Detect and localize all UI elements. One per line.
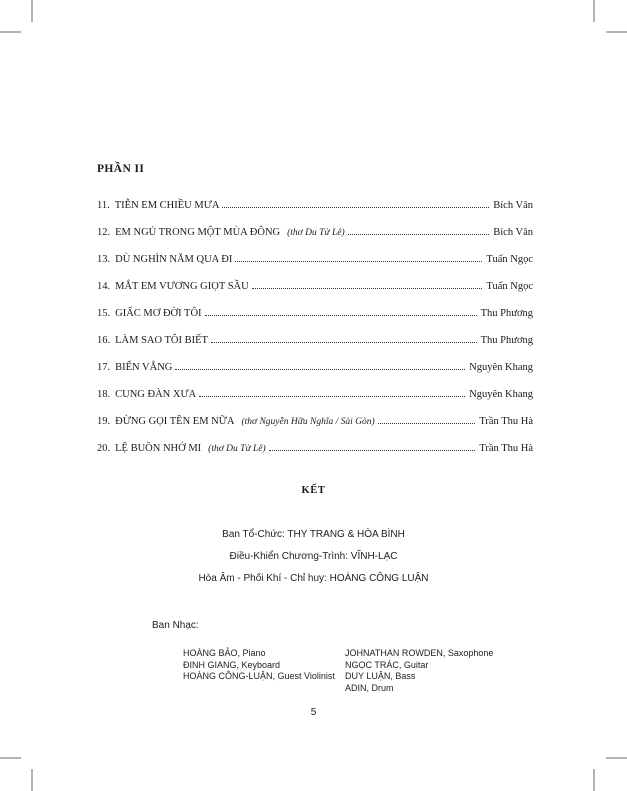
- crop-mark: [593, 0, 595, 22]
- dot-leader: [205, 306, 477, 316]
- song-number: 20.: [97, 443, 111, 454]
- song-title: TIỄN EM CHIỀU MƯA: [114, 200, 220, 211]
- performer-name: Tuấn Ngọc: [486, 281, 533, 292]
- closing-title: KẾT: [301, 485, 326, 496]
- dot-leader: [252, 279, 483, 289]
- song-title: LÀM SAO TÔI BIẾT: [115, 335, 208, 346]
- page-number: 5: [310, 707, 317, 718]
- song-row: [97, 198, 533, 210]
- performer-name: Bích Vân: [493, 227, 533, 238]
- band-member: DUY LUẬN, Bass: [345, 671, 416, 681]
- performer-name: Thu Phương: [480, 335, 533, 346]
- crop-mark: [606, 757, 627, 759]
- song-title: ĐỪNG GỌI TÊN EM NỮA: [115, 416, 235, 427]
- performer-name: Tuấn Ngọc: [486, 254, 533, 265]
- band-member: NGỌC TRÁC, Guitar: [345, 659, 429, 670]
- song-row: [97, 441, 533, 453]
- song-row: [97, 225, 533, 237]
- song-row: [97, 387, 533, 399]
- performer-name: Trần Thu Hà: [479, 443, 533, 454]
- band-member: ĐINH GIANG, Keyboard: [183, 659, 281, 670]
- song-number: 17.: [97, 362, 111, 373]
- band-label: Ban Nhạc:: [152, 620, 199, 631]
- performer-name: Thu Phương: [480, 308, 533, 319]
- performer-name: Trần Thu Hà: [479, 416, 533, 427]
- dot-leader: [222, 198, 489, 208]
- dot-leader: [199, 387, 465, 397]
- crop-mark: [593, 769, 595, 791]
- performer-name: Nguyên Khang: [469, 389, 533, 400]
- song-title: EM NGỦ TRONG MỘT MÙA ĐÔNG: [115, 227, 281, 238]
- dot-leader: [269, 441, 476, 451]
- song-row: [97, 333, 533, 345]
- song-note: (thơ Du Tử Lê): [287, 228, 345, 238]
- song-row: [97, 360, 533, 372]
- song-number: 15.: [97, 308, 111, 319]
- song-title: CUNG ĐÀN XƯA: [115, 389, 197, 400]
- crop-mark: [0, 757, 21, 759]
- song-number: 19.: [97, 416, 111, 427]
- song-title: DÙ NGHÌN NĂM QUA ĐI: [115, 254, 233, 265]
- song-row: [97, 279, 533, 291]
- dot-leader: [348, 225, 490, 235]
- dot-leader: [211, 333, 477, 343]
- credit-music-director: Hòa Âm - Phối Khí - Chỉ huy: HOÀNG CÔNG LUẬN: [198, 573, 429, 584]
- section-title: PHẦN II: [97, 163, 145, 175]
- band-column-left: [183, 648, 345, 694]
- band-member: JOHNATHAN ROWDEN, Saxophone: [345, 648, 494, 658]
- song-title: MẮT EM VƯƠNG GIỌT SẦU: [115, 281, 249, 292]
- song-title: LỆ BUỒN NHỚ MI: [115, 443, 202, 454]
- song-number: 13.: [97, 254, 111, 265]
- song-title: GIẤC MƠ ĐỜI TÔI: [115, 308, 202, 319]
- song-row: [97, 306, 533, 318]
- band-columns: [183, 648, 515, 694]
- song-row: [97, 414, 533, 426]
- song-title: BIỂN VẮNG: [115, 362, 173, 373]
- song-number: 18.: [97, 389, 111, 400]
- dot-leader: [378, 414, 476, 424]
- dot-leader: [235, 252, 482, 262]
- song-note: (thơ Du Tử Lê): [208, 444, 266, 454]
- crop-mark: [606, 31, 627, 33]
- credits-block: [0, 524, 627, 590]
- credit-organizers: Ban Tổ-Chức: THY TRANG & HÒA BÌNH: [222, 529, 405, 540]
- crop-mark: [31, 769, 33, 791]
- song-note: (thơ Nguyễn Hữu Nghĩa / Sài Gòn): [241, 417, 375, 427]
- band-column-right: [345, 648, 515, 694]
- performer-name: Nguyên Khang: [469, 362, 533, 373]
- crop-mark: [31, 0, 33, 22]
- song-number: 16.: [97, 335, 111, 346]
- band-member: HOÀNG CÔNG-LUẬN, Guest Violinist: [183, 671, 335, 681]
- dot-leader: [175, 360, 465, 370]
- band-member: HOÀNG BẢO, Piano: [183, 648, 266, 658]
- credit-mc: Điều-Khiển Chương-Trình: VĨNH-LẠC: [229, 551, 398, 562]
- performer-name: Bích Vân: [493, 200, 533, 211]
- crop-mark: [0, 31, 21, 33]
- band-member: ADIN, Drum: [345, 682, 394, 693]
- song-list: [97, 198, 533, 468]
- song-number: 12.: [97, 227, 111, 238]
- song-row: [97, 252, 533, 264]
- song-number: 14.: [97, 281, 111, 292]
- song-number: 11.: [97, 200, 110, 211]
